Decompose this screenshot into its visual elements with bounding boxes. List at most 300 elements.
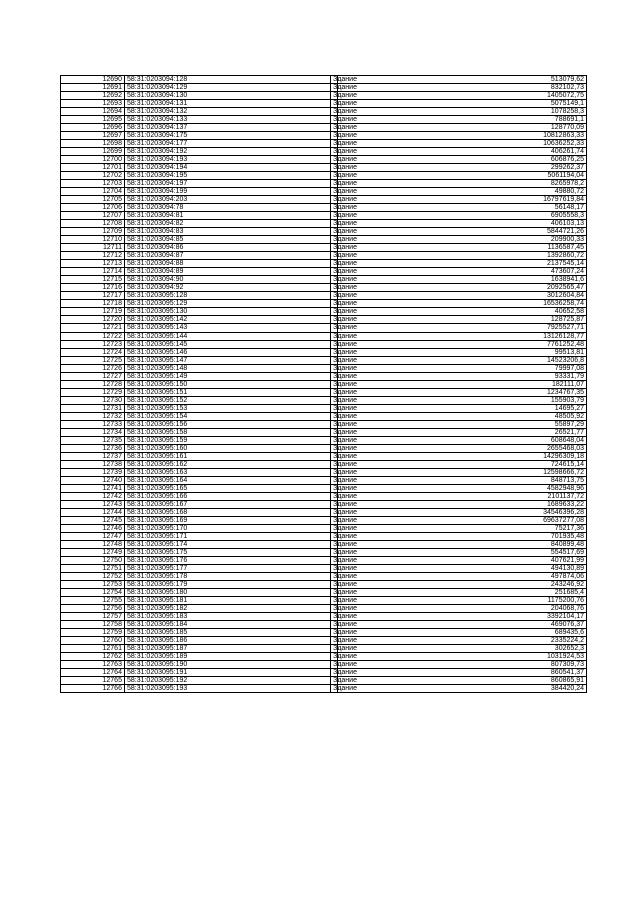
cadastral-number-cell: 58:31:0203095:192	[124, 677, 330, 685]
object-type-cell: Здание	[331, 404, 338, 412]
object-type-cell: Здание	[331, 316, 338, 324]
cadastral-value-cell: 182111,07	[338, 380, 587, 388]
cadastral-number-cell: 58:31:0203095:177	[124, 564, 330, 572]
object-type-cell: Здание	[331, 629, 338, 637]
table-row	[61, 284, 587, 292]
row-number-cell: 12734	[61, 428, 125, 436]
row-number-cell: 12704	[61, 188, 125, 196]
object-type-cell: Здание	[331, 260, 338, 268]
row-number-cell: 12765	[61, 677, 125, 685]
cadastral-value-cell: 1392860,72	[338, 252, 587, 260]
cadastral-value-cell: 406261,74	[338, 148, 587, 156]
table-row	[61, 516, 587, 524]
cadastral-number-cell: 58:31:0203095:166	[124, 492, 330, 500]
cadastral-number-cell: 58:31:0203094:203	[124, 196, 330, 204]
table-row	[61, 524, 587, 532]
table-row	[61, 236, 587, 244]
cadastral-number-cell: 58:31:0203094:175	[124, 132, 330, 140]
cadastral-number-cell: 58:31:0203095:161	[124, 452, 330, 460]
cadastral-number-cell: 58:31:0203095:143	[124, 324, 330, 332]
object-type-cell: Здание	[331, 613, 338, 621]
row-number-cell: 12739	[61, 468, 125, 476]
object-type-cell: Здание	[331, 621, 338, 629]
cadastral-number-cell: 58:31:0203095:185	[124, 629, 330, 637]
cadastral-value-cell: 701935,48	[338, 532, 587, 540]
cadastral-value-cell: 860865,91	[338, 677, 587, 685]
cadastral-number-cell: 58:31:0203094:195	[124, 172, 330, 180]
table-row	[61, 452, 587, 460]
row-number-cell: 12711	[61, 244, 125, 252]
object-type-cell: Здание	[331, 340, 338, 348]
cadastral-number-cell: 58:31:0203095:189	[124, 653, 330, 661]
cadastral-value-cell: 2137545,14	[338, 260, 587, 268]
cadastral-value-cell: 1638941,6	[338, 276, 587, 284]
cadastral-number-cell: 58:31:0203095:154	[124, 412, 330, 420]
row-number-cell: 12700	[61, 156, 125, 164]
table-row	[61, 156, 587, 164]
cadastral-number-cell: 58:31:0203095:182	[124, 605, 330, 613]
table-row	[61, 348, 587, 356]
row-number-cell: 12722	[61, 332, 125, 340]
cadastral-number-cell: 58:31:0203094:199	[124, 188, 330, 196]
cadastral-number-cell: 58:31:0203094:86	[124, 244, 330, 252]
row-number-cell: 12714	[61, 268, 125, 276]
cadastral-number-cell: 58:31:0203094:83	[124, 228, 330, 236]
table-row	[61, 685, 587, 693]
object-type-cell: Здание	[331, 108, 338, 116]
table-row	[61, 597, 587, 605]
cadastral-number-cell: 58:31:0203095:152	[124, 396, 330, 404]
table-row	[61, 364, 587, 372]
cadastral-number-cell: 58:31:0203095:169	[124, 516, 330, 524]
row-number-cell: 12697	[61, 132, 125, 140]
cadastral-number-cell: 58:31:0203095:128	[124, 292, 330, 300]
cadastral-value-cell: 848713,75	[338, 476, 587, 484]
table-row	[61, 412, 587, 420]
object-type-cell: Здание	[331, 308, 338, 316]
object-type-cell: Здание	[331, 156, 338, 164]
row-number-cell: 12709	[61, 228, 125, 236]
cadastral-value-cell: 8265978,2	[338, 180, 587, 188]
row-number-cell: 12731	[61, 404, 125, 412]
object-type-cell: Здание	[331, 188, 338, 196]
object-type-cell: Здание	[331, 172, 338, 180]
object-type-cell: Здание	[331, 180, 338, 188]
row-number-cell: 12754	[61, 589, 125, 597]
table-row	[61, 388, 587, 396]
table-row	[61, 420, 587, 428]
object-type-cell: Здание	[331, 268, 338, 276]
cadastral-value-cell: 608648,04	[338, 436, 587, 444]
cadastral-number-cell: 58:31:0203095:129	[124, 300, 330, 308]
table-row	[61, 84, 587, 92]
cadastral-number-cell: 58:31:0203094:197	[124, 180, 330, 188]
row-number-cell: 12715	[61, 276, 125, 284]
table-row	[61, 460, 587, 468]
object-type-cell: Здание	[331, 428, 338, 436]
object-type-cell: Здание	[331, 468, 338, 476]
cadastral-value-cell: 860541,37	[338, 669, 587, 677]
cadastral-value-cell: 807309,73	[338, 661, 587, 669]
cadastral-number-cell: 58:31:0203094:177	[124, 140, 330, 148]
object-type-cell: Здание	[331, 252, 338, 260]
object-type-cell: Здание	[331, 132, 338, 140]
object-type-cell: Здание	[331, 412, 338, 420]
cadastral-number-cell: 58:31:0203094:81	[124, 212, 330, 220]
cadastral-value-cell: 128770,09	[338, 124, 587, 132]
row-number-cell: 12708	[61, 220, 125, 228]
row-number-cell: 12741	[61, 484, 125, 492]
row-number-cell: 12718	[61, 300, 125, 308]
row-number-cell: 12719	[61, 308, 125, 316]
cadastral-value-cell: 7925527,71	[338, 324, 587, 332]
row-number-cell: 12705	[61, 196, 125, 204]
cadastral-number-cell: 58:31:0203095:193	[124, 685, 330, 693]
row-number-cell: 12712	[61, 252, 125, 260]
cadastral-value-cell: 4582948,96	[338, 484, 587, 492]
object-type-cell: Здание	[331, 484, 338, 492]
object-type-cell: Здание	[331, 356, 338, 364]
cadastral-number-cell: 58:31:0203095:174	[124, 540, 330, 548]
object-type-cell: Здание	[331, 140, 338, 148]
cadastral-value-cell: 1078258,3	[338, 108, 587, 116]
row-number-cell: 12750	[61, 556, 125, 564]
cadastral-number-cell: 58:31:0203095:186	[124, 637, 330, 645]
table-row	[61, 468, 587, 476]
row-number-cell: 12760	[61, 637, 125, 645]
row-number-cell: 12691	[61, 84, 125, 92]
cadastral-number-cell: 58:31:0203095:150	[124, 380, 330, 388]
object-type-cell: Здание	[331, 196, 338, 204]
row-number-cell: 12695	[61, 116, 125, 124]
object-type-cell: Здание	[331, 476, 338, 484]
cadastral-value-cell: 384420,24	[338, 685, 587, 693]
table-row	[61, 540, 587, 548]
table-row	[61, 372, 587, 380]
object-type-cell: Здание	[331, 532, 338, 540]
table-row	[61, 677, 587, 685]
cadastral-number-cell: 58:31:0203094:87	[124, 252, 330, 260]
table-row	[61, 661, 587, 669]
row-number-cell: 12745	[61, 516, 125, 524]
table-row	[61, 629, 587, 637]
cadastral-number-cell: 58:31:0203094:129	[124, 84, 330, 92]
cadastral-value-cell: 2092565,47	[338, 284, 587, 292]
table-row	[61, 444, 587, 452]
cadastral-value-cell: 6905558,3	[338, 212, 587, 220]
object-type-cell: Здание	[331, 204, 338, 212]
row-number-cell: 12726	[61, 364, 125, 372]
cadastral-number-cell: 58:31:0203095:142	[124, 316, 330, 324]
cadastral-number-cell: 58:31:0203095:163	[124, 468, 330, 476]
table-row	[61, 476, 587, 484]
cadastral-value-cell: 75217,36	[338, 524, 587, 532]
object-type-cell: Здание	[331, 548, 338, 556]
table-row	[61, 148, 587, 156]
object-type-cell: Здание	[331, 100, 338, 108]
table-row	[61, 116, 587, 124]
cadastral-value-cell: 93331,79	[338, 372, 587, 380]
cadastral-number-cell: 58:31:0203095:190	[124, 661, 330, 669]
table-row	[61, 356, 587, 364]
object-type-cell: Здание	[331, 516, 338, 524]
cadastral-number-cell: 58:31:0203094:137	[124, 124, 330, 132]
object-type-cell: Здание	[331, 220, 338, 228]
cadastral-value-cell: 40652,58	[338, 308, 587, 316]
cadastral-number-cell: 58:31:0203095:167	[124, 500, 330, 508]
table-row	[61, 508, 587, 516]
object-type-cell: Здание	[331, 685, 338, 693]
cadastral-value-cell: 2655468,03	[338, 444, 587, 452]
object-type-cell: Здание	[331, 580, 338, 588]
row-number-cell: 12758	[61, 621, 125, 629]
table-row	[61, 669, 587, 677]
object-type-cell: Здание	[331, 84, 338, 92]
row-number-cell: 12728	[61, 380, 125, 388]
cadastral-value-cell: 5075149,1	[338, 100, 587, 108]
table-row	[61, 532, 587, 540]
row-number-cell: 12740	[61, 476, 125, 484]
object-type-cell: Здание	[331, 388, 338, 396]
table-row	[61, 164, 587, 172]
row-number-cell: 12694	[61, 108, 125, 116]
cadastral-number-cell: 58:31:0203095:180	[124, 589, 330, 597]
cadastral-value-cell: 128725,87	[338, 316, 587, 324]
cadastral-number-cell: 58:31:0203095:176	[124, 556, 330, 564]
cadastral-number-cell: 58:31:0203095:149	[124, 372, 330, 380]
row-number-cell: 12746	[61, 524, 125, 532]
object-type-cell: Здание	[331, 124, 338, 132]
cadastral-value-cell: 554517,69	[338, 548, 587, 556]
row-number-cell: 12727	[61, 372, 125, 380]
cadastral-value-cell: 99513,81	[338, 348, 587, 356]
object-type-cell: Здание	[331, 76, 338, 84]
table-row	[61, 212, 587, 220]
table-row	[61, 204, 587, 212]
row-number-cell: 12736	[61, 444, 125, 452]
table-row	[61, 324, 587, 332]
cadastral-number-cell: 58:31:0203094:128	[124, 76, 330, 84]
cadastral-number-cell: 58:31:0203095:156	[124, 420, 330, 428]
table-row	[61, 436, 587, 444]
cadastral-value-cell: 48505,92	[338, 412, 587, 420]
row-number-cell: 12761	[61, 645, 125, 653]
row-number-cell: 12764	[61, 669, 125, 677]
cadastral-value-cell: 3012604,84	[338, 292, 587, 300]
object-type-cell: Здание	[331, 556, 338, 564]
row-number-cell: 12730	[61, 396, 125, 404]
object-type-cell: Здание	[331, 244, 338, 252]
object-type-cell: Здание	[331, 148, 338, 156]
cadastral-value-cell: 55897,29	[338, 420, 587, 428]
cadastral-number-cell: 58:31:0203094:193	[124, 156, 330, 164]
cadastral-value-cell: 243246,92	[338, 580, 587, 588]
table-row	[61, 613, 587, 621]
object-type-cell: Здание	[331, 444, 338, 452]
table-row	[61, 484, 587, 492]
row-number-cell: 12733	[61, 420, 125, 428]
cadastral-number-cell: 58:31:0203094:88	[124, 260, 330, 268]
row-number-cell: 12766	[61, 685, 125, 693]
row-number-cell: 12749	[61, 548, 125, 556]
row-number-cell: 12696	[61, 124, 125, 132]
row-number-cell: 12717	[61, 292, 125, 300]
table-row	[61, 268, 587, 276]
row-number-cell: 12701	[61, 164, 125, 172]
row-number-cell: 12706	[61, 204, 125, 212]
row-number-cell: 12742	[61, 492, 125, 500]
row-number-cell: 12762	[61, 653, 125, 661]
table-row	[61, 556, 587, 564]
table-row	[61, 244, 587, 252]
cadastral-value-cell: 469076,37	[338, 621, 587, 629]
cadastral-number-cell: 58:31:0203095:168	[124, 508, 330, 516]
cadastral-value-cell: 14523206,8	[338, 356, 587, 364]
object-type-cell: Здание	[331, 436, 338, 444]
object-type-cell: Здание	[331, 500, 338, 508]
cadastral-number-cell: 58:31:0203094:82	[124, 220, 330, 228]
object-type-cell: Здание	[331, 524, 338, 532]
row-number-cell: 12744	[61, 508, 125, 516]
cadastral-value-cell: 69637277,08	[338, 516, 587, 524]
object-type-cell: Здание	[331, 653, 338, 661]
cadastral-number-cell: 58:31:0203095:146	[124, 348, 330, 356]
table-row	[61, 572, 587, 580]
row-number-cell: 12724	[61, 348, 125, 356]
cadastral-value-cell: 407621,99	[338, 556, 587, 564]
object-type-cell: Здание	[331, 228, 338, 236]
object-type-cell: Здание	[331, 637, 338, 645]
cadastral-number-cell: 58:31:0203094:133	[124, 116, 330, 124]
cadastral-value-cell: 14695,27	[338, 404, 587, 412]
table-row	[61, 332, 587, 340]
row-number-cell: 12713	[61, 260, 125, 268]
table-row	[61, 621, 587, 629]
cadastral-value-cell: 10812863,33	[338, 132, 587, 140]
cadastral-value-cell: 302652,3	[338, 645, 587, 653]
cadastral-value-cell: 2335224,2	[338, 637, 587, 645]
object-type-cell: Здание	[331, 372, 338, 380]
row-number-cell: 12725	[61, 356, 125, 364]
row-number-cell: 12763	[61, 661, 125, 669]
row-number-cell: 12698	[61, 140, 125, 148]
cadastral-number-cell: 58:31:0203095:178	[124, 572, 330, 580]
object-type-cell: Здание	[331, 300, 338, 308]
cadastral-value-cell: 473607,24	[338, 268, 587, 276]
table-row	[61, 492, 587, 500]
object-type-cell: Здание	[331, 324, 338, 332]
object-type-cell: Здание	[331, 332, 338, 340]
table-row	[61, 340, 587, 348]
cadastral-number-cell: 58:31:0203095:170	[124, 524, 330, 532]
table-row	[61, 653, 587, 661]
cadastral-number-cell: 58:31:0203095:159	[124, 436, 330, 444]
table-row	[61, 548, 587, 556]
row-number-cell: 12692	[61, 92, 125, 100]
table-row	[61, 300, 587, 308]
row-number-cell: 12748	[61, 540, 125, 548]
table-row	[61, 108, 587, 116]
object-type-cell: Здание	[331, 492, 338, 500]
table-row	[61, 404, 587, 412]
row-number-cell: 12743	[61, 500, 125, 508]
row-number-cell: 12759	[61, 629, 125, 637]
object-type-cell: Здание	[331, 236, 338, 244]
object-type-cell: Здание	[331, 669, 338, 677]
object-type-cell: Здание	[331, 276, 338, 284]
row-number-cell: 12710	[61, 236, 125, 244]
object-type-cell: Здание	[331, 164, 338, 172]
object-type-cell: Здание	[331, 508, 338, 516]
cadastral-number-cell: 58:31:0203094:89	[124, 268, 330, 276]
cadastral-number-cell: 58:31:0203094:78	[124, 204, 330, 212]
cadastral-number-cell: 58:31:0203095:165	[124, 484, 330, 492]
cadastral-value-cell: 49880,72	[338, 188, 587, 196]
table-row	[61, 172, 587, 180]
cadastral-number-cell: 58:31:0203095:187	[124, 645, 330, 653]
table-row	[61, 196, 587, 204]
row-number-cell: 12702	[61, 172, 125, 180]
row-number-cell: 12690	[61, 76, 125, 84]
register-table	[60, 75, 587, 693]
cadastral-number-cell: 58:31:0203095:162	[124, 460, 330, 468]
cadastral-value-cell: 5061194,04	[338, 172, 587, 180]
row-number-cell: 12699	[61, 148, 125, 156]
cadastral-value-cell: 1136587,45	[338, 244, 587, 252]
cadastral-number-cell: 58:31:0203095:153	[124, 404, 330, 412]
cadastral-value-cell: 56148,17	[338, 204, 587, 212]
row-number-cell: 12756	[61, 605, 125, 613]
table-row	[61, 589, 587, 597]
cadastral-value-cell: 689435,6	[338, 629, 587, 637]
table-row	[61, 580, 587, 588]
row-number-cell: 12753	[61, 580, 125, 588]
cadastral-number-cell: 58:31:0203095:175	[124, 548, 330, 556]
table-row	[61, 428, 587, 436]
cadastral-value-cell: 26521,77	[338, 428, 587, 436]
object-type-cell: Здание	[331, 572, 338, 580]
table-row	[61, 396, 587, 404]
cadastral-value-cell: 16536258,74	[338, 300, 587, 308]
cadastral-value-cell: 606876,25	[338, 156, 587, 164]
table-row	[61, 252, 587, 260]
row-number-cell: 12720	[61, 316, 125, 324]
cadastral-value-cell: 12598666,72	[338, 468, 587, 476]
table-row	[61, 308, 587, 316]
cadastral-value-cell: 724615,14	[338, 460, 587, 468]
row-number-cell: 12703	[61, 180, 125, 188]
cadastral-value-cell: 155903,79	[338, 396, 587, 404]
table-row	[61, 292, 587, 300]
cadastral-number-cell: 58:31:0203094:130	[124, 92, 330, 100]
table-row	[61, 645, 587, 653]
cadastral-value-cell: 2101137,72	[338, 492, 587, 500]
row-number-cell: 12723	[61, 340, 125, 348]
cadastral-number-cell: 58:31:0203094:90	[124, 276, 330, 284]
cadastral-value-cell: 1234767,35	[338, 388, 587, 396]
cadastral-value-cell: 497874,06	[338, 572, 587, 580]
object-type-cell: Здание	[331, 589, 338, 597]
cadastral-value-cell: 494130,89	[338, 564, 587, 572]
cadastral-value-cell: 34546396,28	[338, 508, 587, 516]
object-type-cell: Здание	[331, 284, 338, 292]
object-type-cell: Здание	[331, 540, 338, 548]
table-row	[61, 637, 587, 645]
table-row	[61, 100, 587, 108]
object-type-cell: Здание	[331, 348, 338, 356]
row-number-cell: 12747	[61, 532, 125, 540]
row-number-cell: 12737	[61, 452, 125, 460]
